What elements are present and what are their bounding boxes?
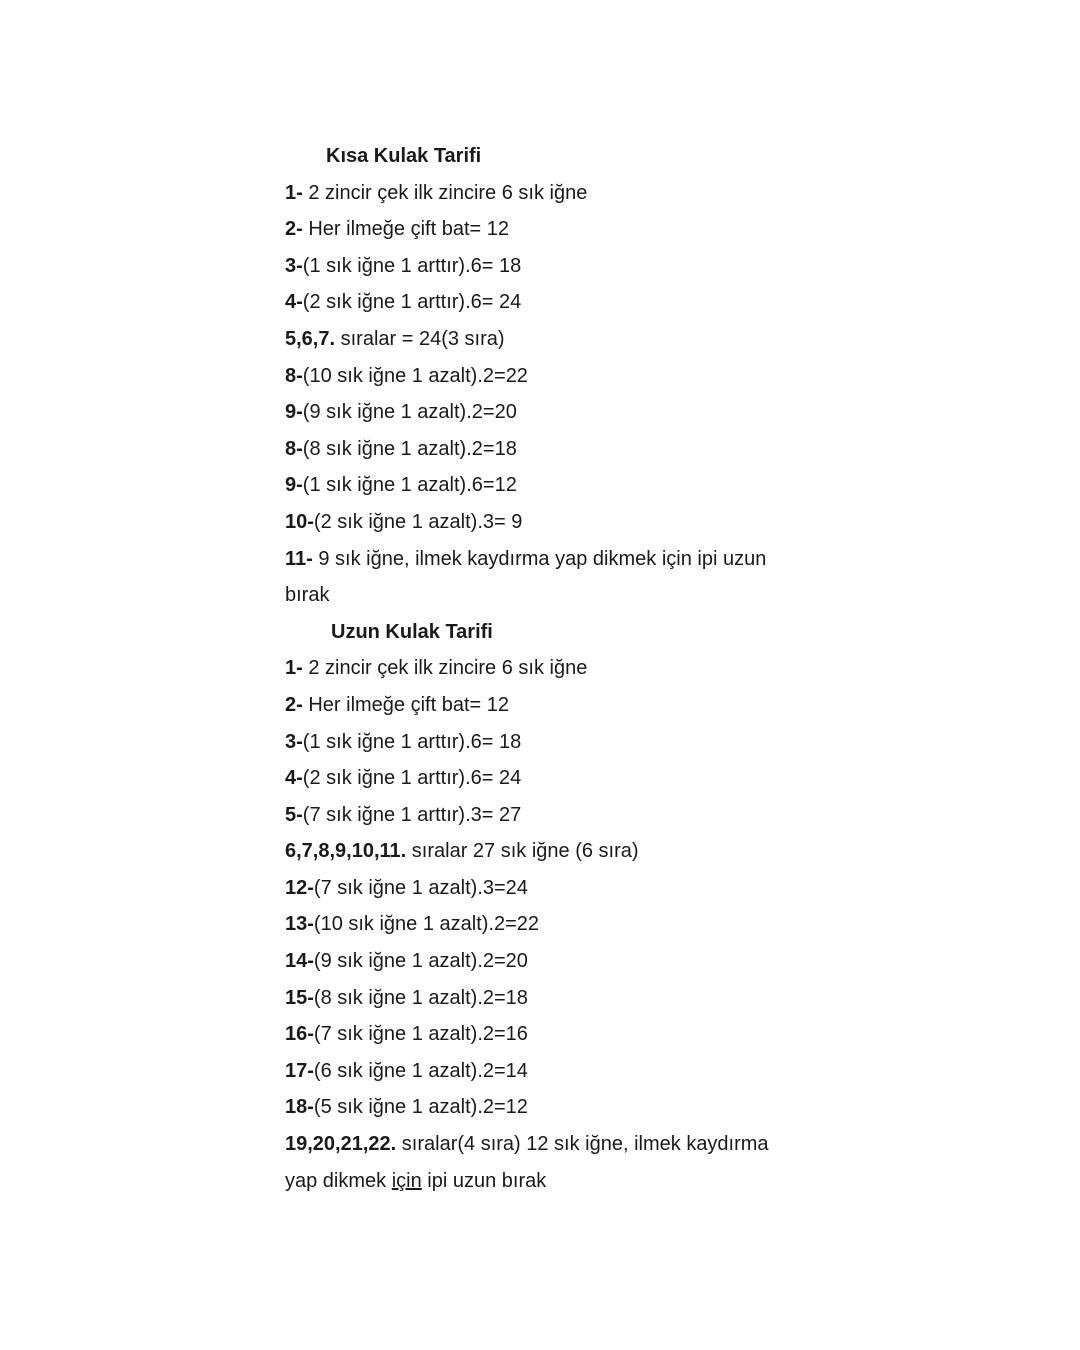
row-text: 9 sık iğne, ilmek kaydırma yap dikmek için ipi uzun (318, 547, 767, 570)
row-number: 13- (285, 913, 314, 936)
short-ear-row (285, 211, 805, 248)
row-number: 9- (285, 401, 303, 424)
long-ear-row (285, 906, 805, 943)
row-number: 6,7,8,9,10,11. (285, 840, 412, 863)
long-ear-row (285, 760, 805, 797)
row-number: 12- (285, 876, 314, 899)
row-text: ipi uzun bırak (421, 1169, 547, 1192)
long-ear-row (285, 1053, 805, 1090)
row-text: yap dikmek (285, 1169, 392, 1192)
row-text: sıralar 27 sık iğne (6 sıra) (411, 840, 639, 863)
row-text: (2 sık iğne 1 azalt).3= 9 (313, 510, 523, 533)
row-number: 2- (285, 218, 309, 241)
row-number: 4- (285, 767, 303, 790)
long-ear-row (285, 833, 805, 870)
recipe-document (285, 138, 805, 1199)
row-number: 5,6,7. (285, 327, 341, 350)
row-text: 2 zincir çek ilk zincire 6 sık iğne (308, 657, 588, 680)
row-text: (7 sık iğne 1 azalt).2=16 (313, 1023, 528, 1046)
row-text: (7 sık iğne 1 arttır).3= 27 (302, 803, 522, 826)
row-number: 2- (285, 693, 309, 716)
short-ear-last-row-continued: bırak (285, 584, 330, 607)
row-number: 3- (285, 254, 303, 277)
long-ear-row (285, 1016, 805, 1053)
row-text: (1 sık iğne 1 azalt).6=12 (302, 474, 517, 497)
short-ear-row (285, 321, 805, 358)
long-ear-last-row (285, 1126, 805, 1163)
long-ear-row (285, 724, 805, 761)
long-ear-row (285, 870, 805, 907)
row-number: 16- (285, 1023, 314, 1046)
row-number: 11- (285, 547, 319, 570)
short-ear-row (285, 248, 805, 285)
row-number: 10- (285, 510, 314, 533)
row-number: 8- (285, 437, 303, 460)
row-number: 3- (285, 730, 303, 753)
short-ear-title: Kısa Kulak Tarifi (326, 145, 482, 167)
short-ear-row (285, 358, 805, 395)
long-ear-row (285, 980, 805, 1017)
short-ear-last-row (285, 541, 805, 578)
row-number: 15- (285, 986, 314, 1009)
short-ear-row (285, 394, 805, 431)
row-number: 5- (285, 803, 303, 826)
row-text: (9 sık iğne 1 azalt).2=20 (302, 401, 517, 424)
row-number: 1- (285, 181, 309, 204)
row-text: 2 zincir çek ilk zincire 6 sık iğne (308, 181, 588, 204)
row-text: (9 sık iğne 1 azalt).2=20 (313, 950, 528, 973)
short-ear-row (285, 467, 805, 504)
row-text: (8 sık iğne 1 azalt).2=18 (313, 986, 528, 1009)
long-ear-title: Uzun Kulak Tarifi (331, 620, 493, 643)
row-text: (6 sık iğne 1 azalt).2=14 (313, 1059, 528, 1082)
row-number: 8- (285, 364, 303, 387)
row-text: (1 sık iğne 1 arttır).6= 18 (302, 254, 522, 277)
row-text: (2 sık iğne 1 arttır).6= 24 (302, 291, 522, 314)
long-ear-row (285, 650, 805, 687)
long-ear-row (285, 1089, 805, 1126)
row-number: 19,20,21,22. (285, 1133, 402, 1156)
short-ear-row (285, 431, 805, 468)
row-number: 1- (285, 657, 309, 680)
row-text: (7 sık iğne 1 azalt).3=24 (313, 876, 528, 899)
row-number: 4- (285, 291, 303, 314)
row-text: (1 sık iğne 1 arttır).6= 18 (302, 730, 522, 753)
underlined-word: için (391, 1169, 422, 1192)
row-text: (5 sık iğne 1 azalt).2=12 (313, 1096, 528, 1119)
row-text: Her ilmeğe çift bat= 12 (308, 218, 509, 241)
row-text: (8 sık iğne 1 azalt).2=18 (302, 437, 517, 460)
long-ear-row (285, 943, 805, 980)
long-ear-last-row-continued (285, 1163, 805, 1200)
row-number: 9- (285, 474, 303, 497)
row-text: Her ilmeğe çift bat= 12 (308, 693, 509, 716)
row-text: sıralar(4 sıra) 12 sık iğne, ilmek kaydırma (401, 1133, 769, 1156)
row-text: (10 sık iğne 1 azalt).2=22 (302, 364, 528, 387)
row-text: (2 sık iğne 1 arttır).6= 24 (302, 767, 522, 790)
row-text: (10 sık iğne 1 azalt).2=22 (313, 913, 540, 936)
short-ear-row (285, 175, 805, 212)
row-number: 14- (285, 950, 314, 973)
short-ear-row (285, 284, 805, 321)
row-number: 17- (285, 1059, 314, 1082)
row-number: 18- (285, 1096, 314, 1119)
short-ear-row (285, 504, 805, 541)
long-ear-row (285, 797, 805, 834)
long-ear-row (285, 687, 805, 724)
row-text: sıralar = 24(3 sıra) (340, 327, 505, 350)
